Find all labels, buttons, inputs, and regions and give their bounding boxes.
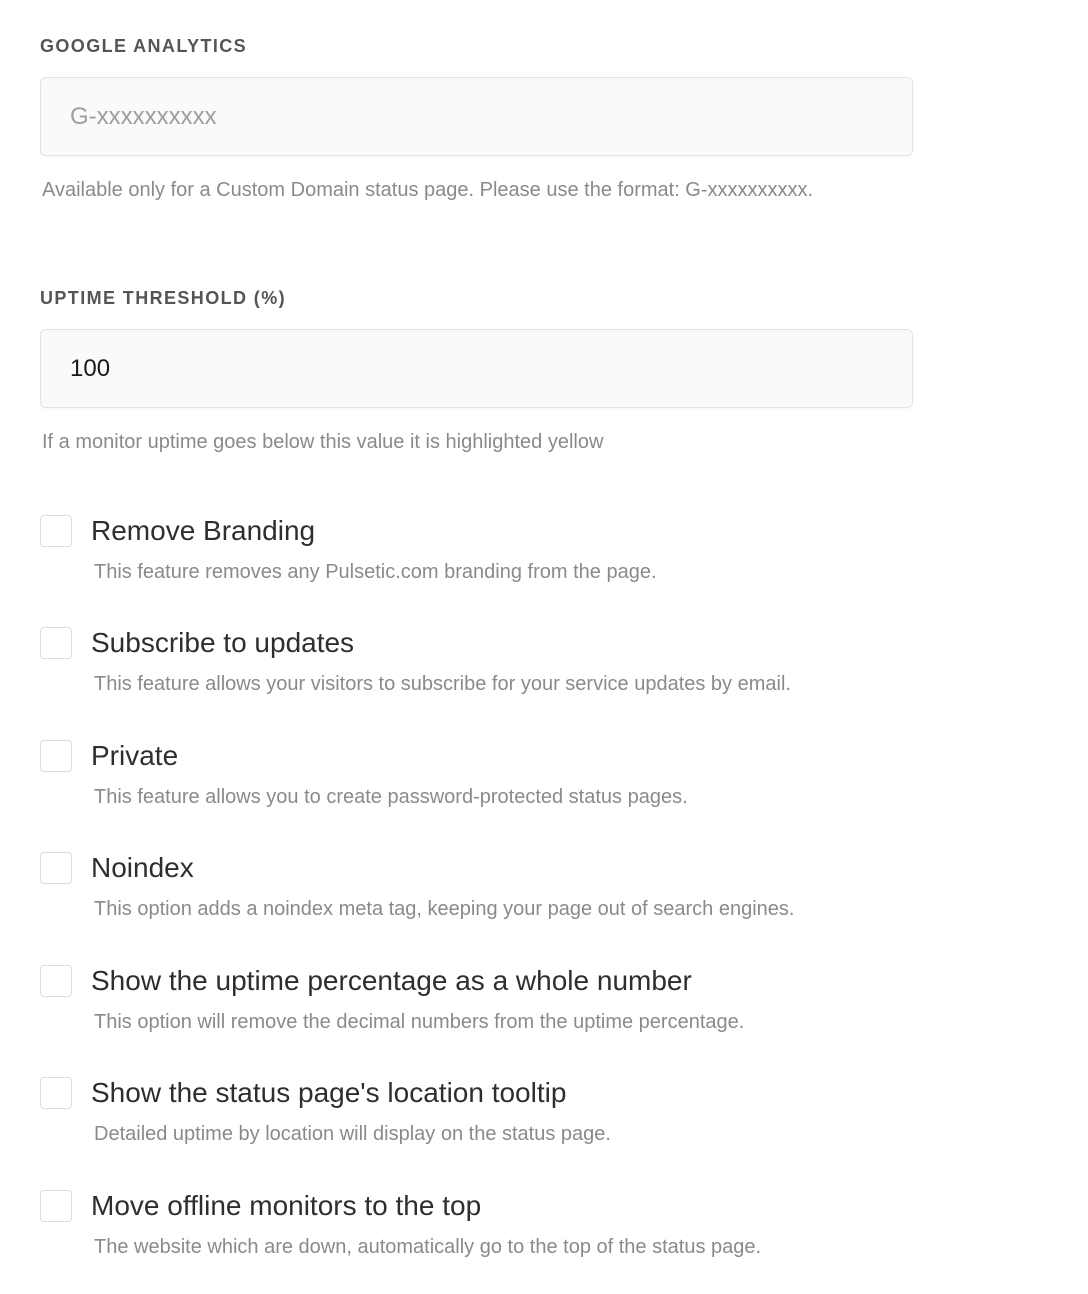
uptime-threshold-input[interactable] bbox=[40, 329, 913, 408]
google-analytics-help-text: Available only for a Custom Domain status page. Please use the format: G-xxxxxxxxxx. bbox=[42, 179, 814, 201]
location-tooltip-checkbox[interactable] bbox=[40, 1077, 72, 1109]
google-analytics-label: GOOGLE ANALYTICS bbox=[40, 36, 248, 56]
option-title[interactable]: Move offline monitors to the top bbox=[91, 1190, 482, 1221]
uptime-threshold-help-text: If a monitor uptime goes below this value it is highlighted yellow bbox=[42, 431, 604, 453]
option-description: This option will remove the decimal numbers from the uptime percentage. bbox=[94, 1011, 745, 1033]
option-title[interactable]: Private bbox=[91, 740, 179, 771]
option-description: This feature removes any Pulsetic.com branding from the page. bbox=[94, 561, 657, 583]
option-description: The website which are down, automatically go to the top of the status page. bbox=[94, 1236, 762, 1258]
option-title[interactable]: Remove Branding bbox=[91, 515, 316, 546]
option-title[interactable]: Show the status page's location tooltip bbox=[91, 1077, 567, 1108]
private-checkbox[interactable] bbox=[40, 740, 72, 772]
option-title[interactable]: Noindex bbox=[91, 852, 194, 883]
option-description: This feature allows you to create password-protected status pages. bbox=[94, 786, 688, 808]
option-description: Detailed uptime by location will display on the status page. bbox=[94, 1123, 611, 1145]
uptime-threshold-label: UPTIME THRESHOLD (%) bbox=[40, 288, 286, 308]
subscribe-to-updates-checkbox[interactable] bbox=[40, 627, 72, 659]
noindex-checkbox[interactable] bbox=[40, 852, 72, 884]
option-description: This feature allows your visitors to subscribe for your service updates by email. bbox=[94, 673, 791, 695]
option-title[interactable]: Subscribe to updates bbox=[91, 627, 355, 658]
offline-monitors-top-checkbox[interactable] bbox=[40, 1190, 72, 1222]
remove-branding-checkbox[interactable] bbox=[40, 515, 72, 547]
option-title[interactable]: Show the uptime percentage as a whole number bbox=[91, 965, 692, 996]
uptime-whole-number-checkbox[interactable] bbox=[40, 965, 72, 997]
option-description: This option adds a noindex meta tag, keeping your page out of search engines. bbox=[94, 898, 795, 920]
google-analytics-input[interactable] bbox=[40, 77, 913, 156]
